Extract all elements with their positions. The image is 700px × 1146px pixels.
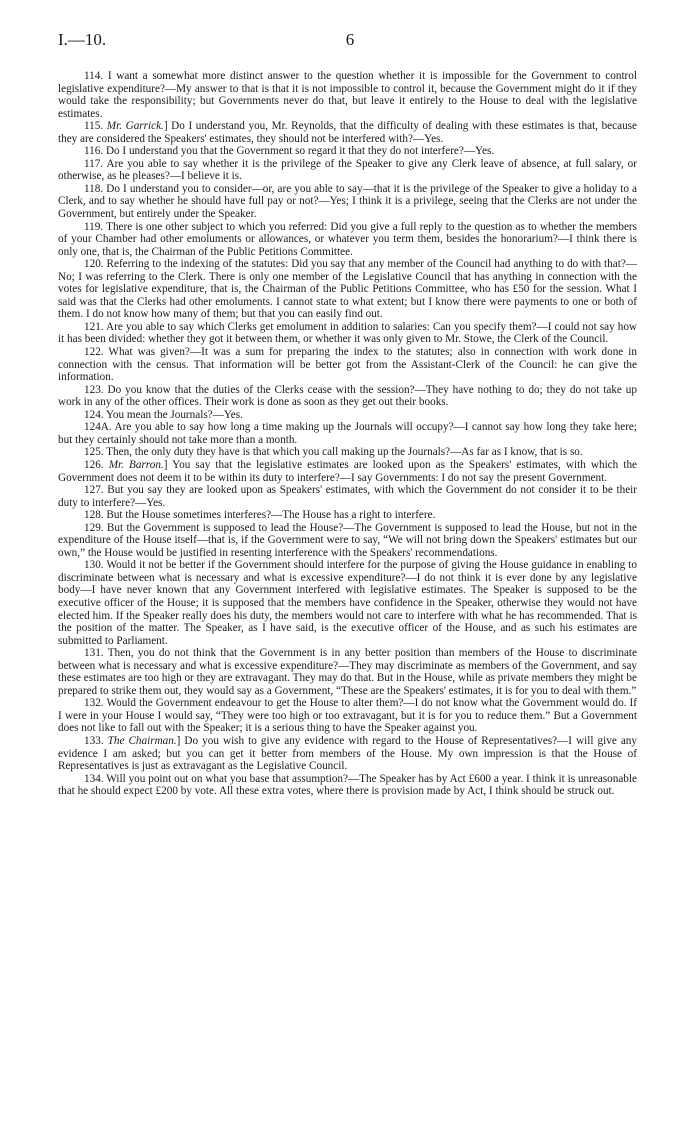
paragraph-121: 121. Are you able to say which Clerks get emolument in addition to salaries: Can you specify them?—I could not say how it has been divided: whether they got it between them, or whether it was only given to Mr. Stowe, the Clerk of the Council. bbox=[58, 320, 637, 346]
document-reference: I.—10. bbox=[58, 30, 107, 49]
paragraph-124a: 124A. Are you able to say how long a time making up the Journals will occupy?—I cannot say how long they take here; but they certainly should not take more than a month. bbox=[58, 421, 637, 446]
paragraph-132: 132. Would the Government endeavour to get the House to alter them?—I do not know what the Government would do. If I were in your House I would say, “They were too high or too extravagant, but it is for you to reduce them.” But a Government does not like to fall out with the Speaker; it is a serious thing to have the Speaker against you. bbox=[58, 697, 637, 735]
paragraph-116: 116. Do I understand you that the Government so regard it that they do not interfere?—Yes. bbox=[84, 145, 495, 158]
speaker-name: Mr. Barron. bbox=[108, 458, 164, 471]
paragraph-127: 127. But you say they are looked upon as Speakers' estimates, with which the Government do not consider it to be their duty to interfere?—Yes. bbox=[58, 484, 637, 509]
paragraph-118: 118. Do I understand you to consider—or, are you able to say—that it is the privilege of the Speaker to give a holiday to a Clerk, and to say whether he should have full pay or not?—Yes; I think it is a privilege, seeing that the Clerks are not under the Government, but entirely under the Speaker. bbox=[58, 182, 637, 221]
evidence-text bbox=[58, 70, 637, 798]
paragraph-125: 125. Then, the only duty they have is that which you call making up the Journals?—As far as I know, that is so. bbox=[84, 446, 583, 459]
paragraph-114: 114. I want a somewhat more distinct answer to the question whether it is impossible for the Government to control legislative expenditure?—My answer to that is that it is not impossible to control it, because the Government might do it if they would take the responsibility; but Governments never do that, but leave it entirely to the House to deal with the legislative estimates. bbox=[58, 70, 637, 120]
paragraph-119: 119. There is one other subject to which you referred: Did you give a full reply to the question as to whether the members of your Chamber had other emoluments or allowances, or whatever you term them, besides the honorarium?—I think there is only one, that is, the Chairman of the Public Petitions Committee. bbox=[58, 220, 637, 258]
page-number: 6 bbox=[345, 30, 355, 49]
paragraph-115: 115. Mr. Garrick.] Do I understand you, Mr. Reynolds, that the difficulty of dealing with these estimates is that, because they are considered the Speakers' estimates, they should not be interfered with?—Yes. bbox=[58, 120, 637, 145]
paragraph-130: 130. Would it not be better if the Government should interfere for the purpose of giving the House guidance in enabling to discriminate between what is necessary and what is excessive expenditure?—I do not think it is ever done by any legislative body—I have never known that any Government interfered with legislative estimates. The Speaker is supposed to be the executive officer of the House; it is supposed that the members have confidence in the Speaker, otherwise they would not have elected him. If the Speaker really does his duty, the members would not care to interfere with what he has recommended. That is the position of the matter. The Speaker, as I have said, is the executive officer of the House, and as such his estimates are submitted to Parliament. bbox=[58, 559, 637, 647]
page-header bbox=[58, 30, 642, 52]
paragraph-117: 117. Are you able to say whether it is the privilege of the Speaker to give any Clerk leave of absence, at full salary, or otherwise, as he pleases?—I believe it is. bbox=[58, 157, 637, 183]
paragraph-129: 129. But the Government is supposed to lead the House?—The Government is supposed to lead the House, but not in the expenditure of the House itself—that is, if the Government were to say, “We will not bring down the Speakers' estimates but our own,” the House would be justified in resenting interference with the Speakers' recommendations. bbox=[58, 521, 637, 559]
paragraph-133: 133. The Chairman.] Do you wish to give any evidence with regard to the House of Representatives?—I will give any evidence I am asked; but you can get it better from members of the House. My own impression is that the House of Representatives is just as extravagant as the Legislative Council. bbox=[58, 734, 637, 773]
paragraph-134: 134. Will you point out on what you base that assumption?—The Speaker has by Act £600 a year. I think it is unreasonable that he should expect £200 by vote. All these extra votes, where there is provision made by Act, I think should be struck out. bbox=[58, 772, 637, 798]
paragraph-120: 120. Referring to the indexing of the statutes: Did you say that any member of the Council had anything to do with that?—No; I was referring to the Clerk. There is only one member of the Legislative Council that has anything in connection with the votes for legislative expenditure, that is, the Chairman of the Public Petitions Committee, who has £50 for the session. What I said was that the Clerks had other emoluments. I cannot state to what extent; but I know there were payments to one or both of them. I do not know how many of them; but that you can easily find out. bbox=[58, 258, 637, 321]
paragraph-128: 128. But the House sometimes interferes?—The House has a right to interfere. bbox=[84, 509, 436, 522]
speaker-name: Mr. Garrick. bbox=[106, 120, 164, 133]
paragraph-122: 122. What was given?—It was a sum for preparing the index to the statutes; also in connection with work done in connection with the census. That information will be better got from the Assistant-Clerk of the Council: he can give the information. bbox=[58, 346, 637, 384]
paragraph-123: 123. Do you know that the duties of the Clerks cease with the session?—They have nothing to do; they do not take up work in any of the other offices. Their work is done as soon as they get out their books. bbox=[58, 383, 637, 409]
paragraph-131: 131. Then, you do not think that the Government is in any better position than members of the House to discriminate between what is necessary and what is excessive expenditure?—They may discriminate as members of the Government, and say these estimates are too high or they are extravagant. They may do that. But in the House, while as private members they might be prepared to strike them out, they would say as a Government, “These are the Speakers' estimates, it is for you to deal with them.” bbox=[58, 647, 637, 697]
paragraph-124: 124. You mean the Journals?—Yes. bbox=[84, 408, 243, 421]
paragraph-126: 126. Mr. Barron.] You say that the legislative estimates are looked upon as the Speakers' estimates, with which the Government does not deem it to be within its duty to interfere?—I say Governments: I do not say the present Government. bbox=[58, 458, 638, 484]
speaker-name: The Chairman. bbox=[107, 734, 177, 747]
